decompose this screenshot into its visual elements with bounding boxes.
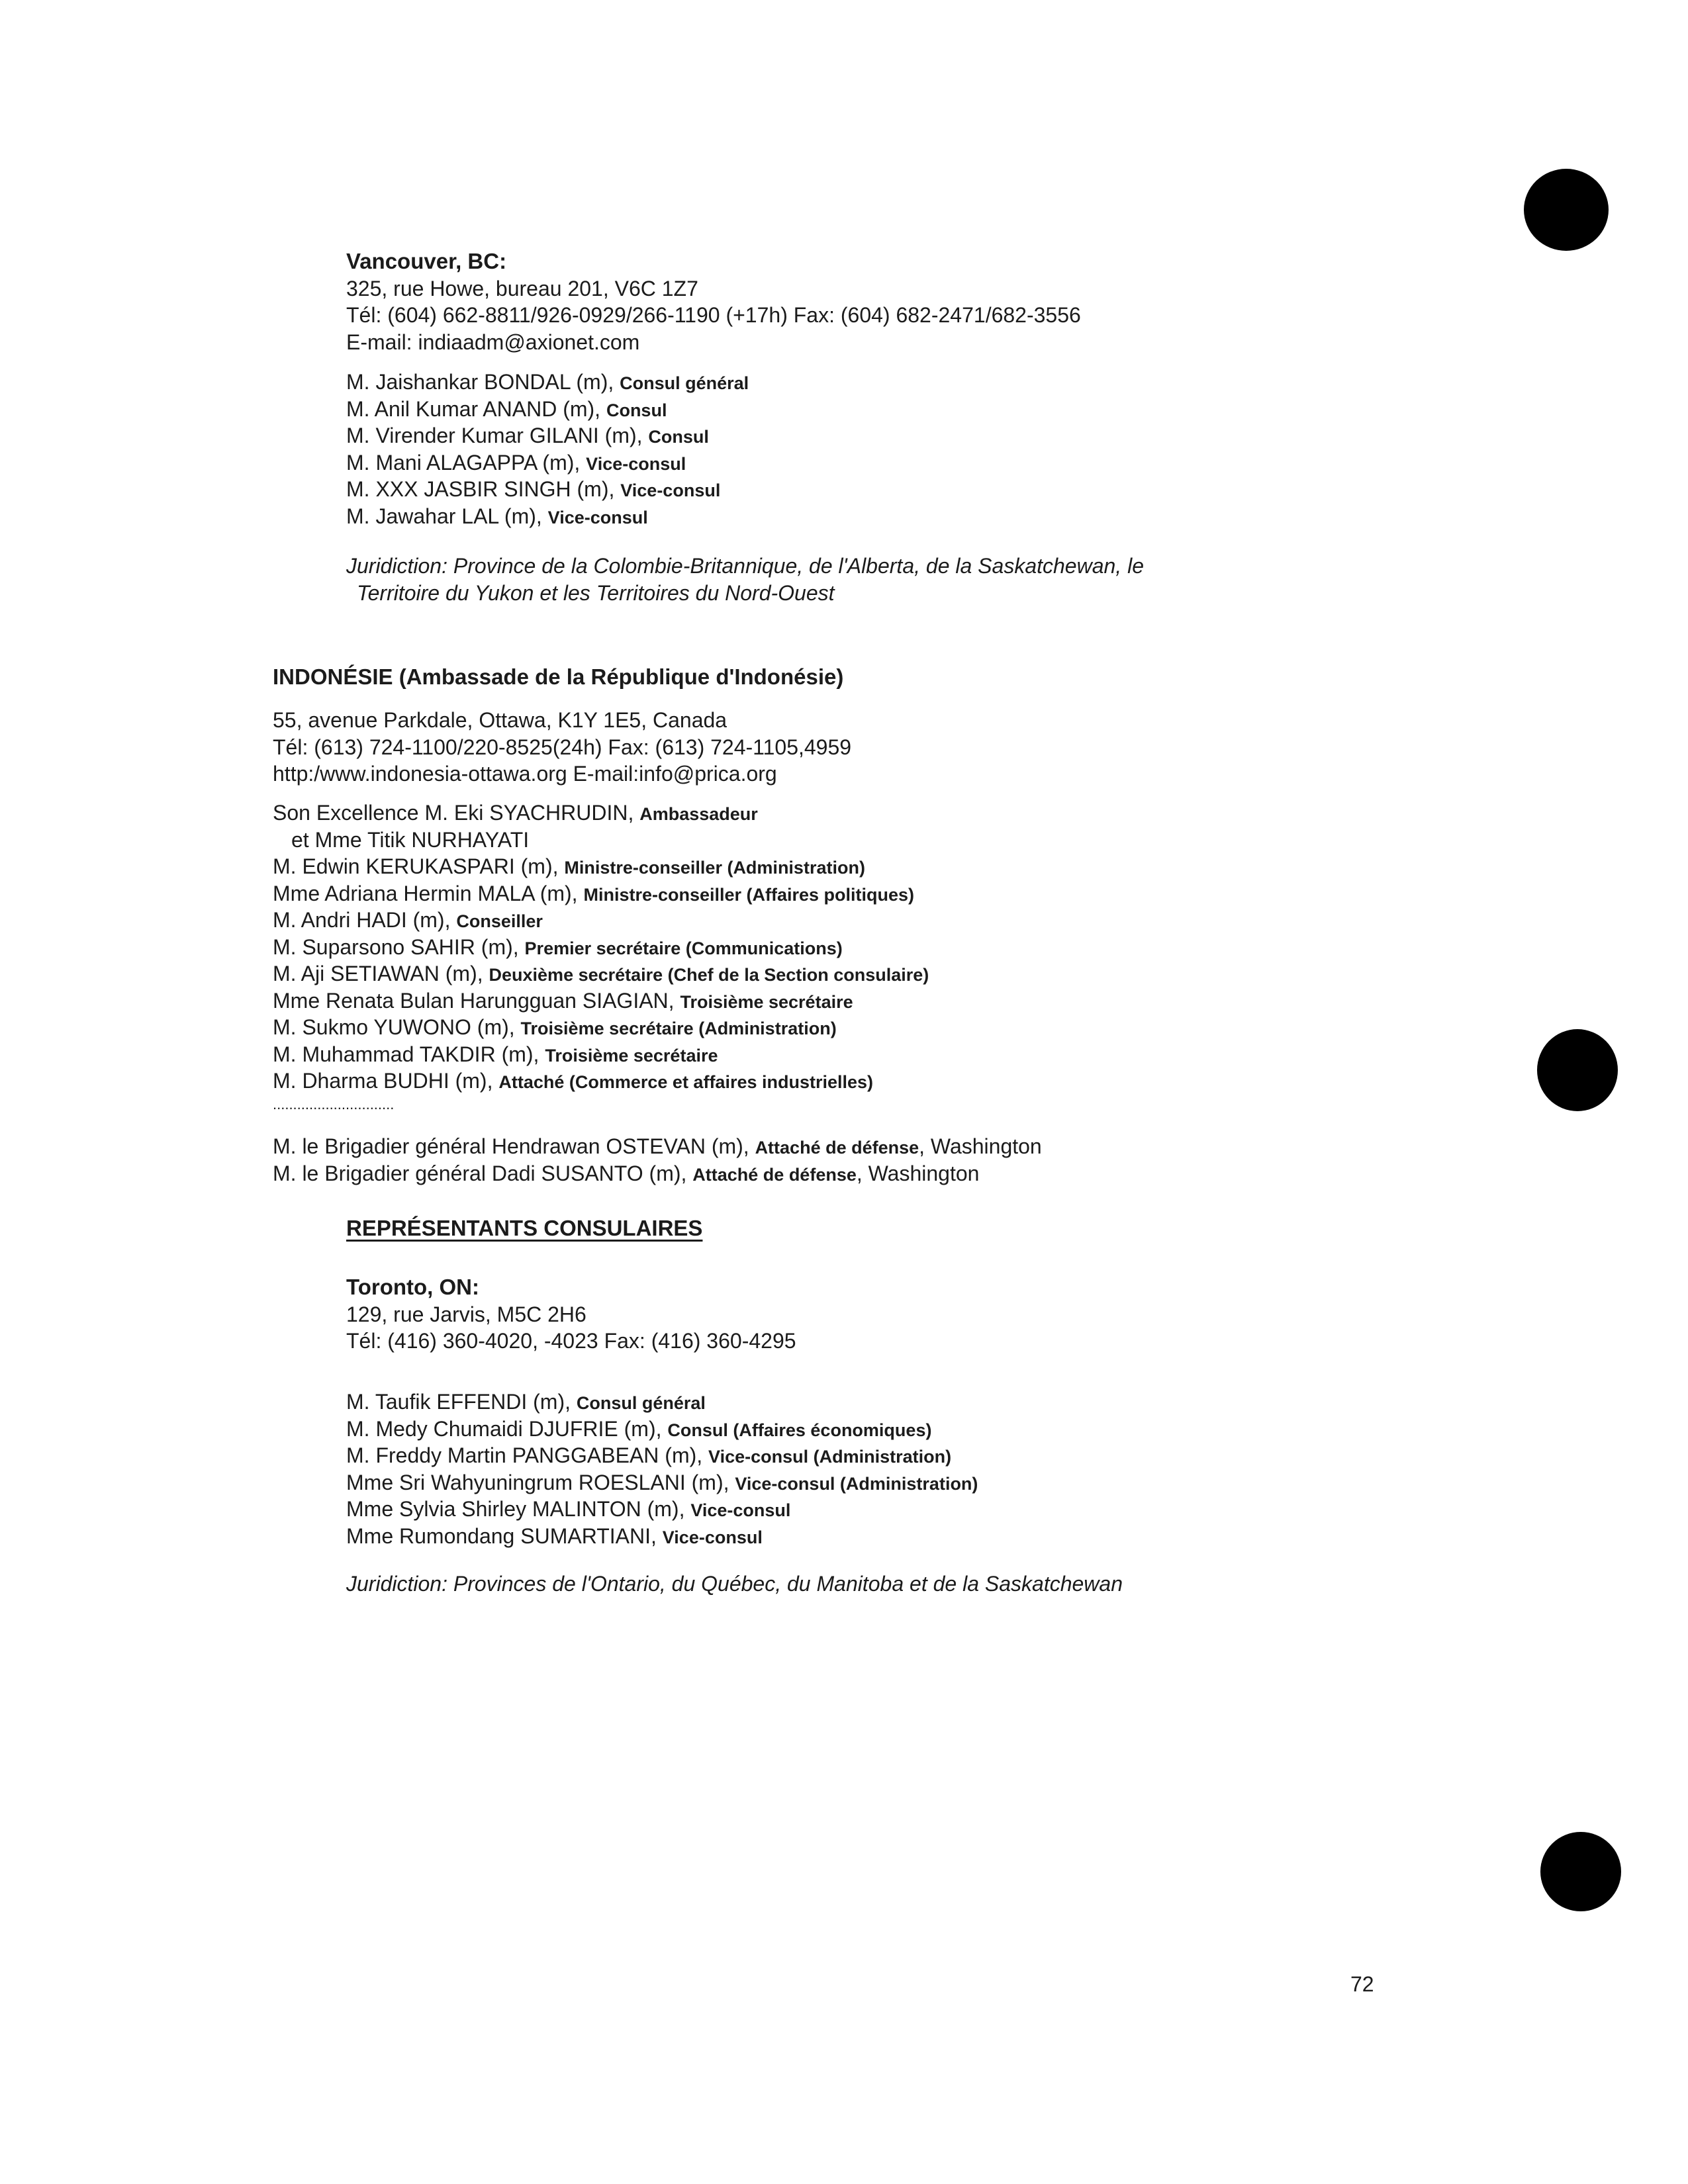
toronto-jurisdiction: Juridiction: Provinces de l'Ontario, du Québec, du Manitoba et de la Saskatchewan [346,1572,1123,1596]
indonesia-address: 55, avenue Parkdale, Ottawa, K1Y 1E5, Canada [273,708,727,732]
indonesia-staff-list [273,799,929,1122]
staff-entry: M. Dharma BUDHI (m), Attaché (Commerce et affaires industrielles) [273,1069,874,1093]
staff-entry: Mme Sylvia Shirley MALINTON (m), Vice-consul [346,1497,791,1521]
staff-entry: M. Anil Kumar ANAND (m), Consul [346,396,667,421]
staff-entry: M. Aji SETIAWAN (m), Deuxième secrétaire (Chef de la Section consulaire) [273,962,929,985]
staff-entry: Mme Rumondang SUMARTIANI, Vice-consul [346,1524,763,1548]
consular-heading: REPRÉSENTANTS CONSULAIRES [346,1216,703,1240]
indonesia-defense-list [273,1133,1042,1187]
page-number: 72 [1350,1972,1374,1996]
staff-entry: M. Suparsono SAHIR (m), Premier secrétaire (Communications) [273,934,843,959]
vancouver-section [346,248,1081,355]
staff-entry: Mme Adriana Hermin MALA (m), Ministre-conseiller (Affaires politiques) [273,881,915,905]
staff-entry: M. Freddy Martin PANGGABEAN (m), Vice-consul (Administration) [346,1443,952,1467]
separator-dots: .............................. [273,1095,395,1113]
ambassador-spouse: et Mme Titik NURHAYATI [291,827,530,852]
jurisdiction-line-1: Juridiction: Province de la Colombie-Britannique, de l'Alberta, de la Saskatchewan, le [346,554,1144,578]
staff-entry: Mme Renata Bulan Harungguan SIAGIAN, Troisième secrétaire [273,988,853,1013]
vancouver-address: 325, rue Howe, bureau 201, V6C 1Z7 [346,276,698,300]
staff-entry: M. Mani ALAGAPPA (m), Vice-consul [346,450,686,475]
vancouver-staff-list [346,369,749,529]
staff-entry: M. Medy Chumaidi DJUFRIE (m), Consul (Affaires économiques) [346,1416,932,1441]
vancouver-jurisdiction [346,553,1144,606]
defense-entry: M. le Brigadier général Dadi SUSANTO (m), Attaché de défense, Washington [273,1161,980,1185]
toronto-staff-list [346,1388,978,1549]
staff-entry: M. Jawahar LAL (m), Vice-consul [346,504,648,528]
staff-entry: Mme Sri Wahyuningrum ROESLANI (m), Vice-consul (Administration) [346,1470,978,1494]
staff-entry: M. Jaishankar BONDAL (m), Consul général [346,370,749,394]
vancouver-title: Vancouver, BC: [346,249,507,273]
jurisdiction-line-2: Territoire du Yukon et les Territoires du Nord-Ouest [357,580,835,605]
punch-hole-top [1524,169,1609,251]
staff-entry: M. Sukmo YUWONO (m), Troisième secrétaire (Administration) [273,1015,837,1039]
toronto-title: Toronto, ON: [346,1275,479,1299]
toronto-phone-fax: Tél: (416) 360-4020, -4023 Fax: (416) 360-4295 [346,1329,796,1353]
staff-entry: M. XXX JASBIR SINGH (m), Vice-consul [346,477,721,501]
toronto-address: 129, rue Jarvis, M5C 2H6 [346,1302,586,1326]
defense-entry: M. le Brigadier général Hendrawan OSTEVAN (m), Attaché de défense, Washington [273,1134,1042,1158]
indonesia-section [273,664,843,691]
indonesia-contact [273,707,851,788]
ambassador-entry: Son Excellence M. Eki SYACHRUDIN, Ambassadeur [273,801,758,825]
indonesia-title: INDONÉSIE (Ambassade de la République d'Indonésie) [273,664,844,689]
punch-hole-middle [1537,1029,1618,1111]
indonesia-web-email: http:/www.indonesia-ottawa.org E-mail:info@prica.org [273,762,777,786]
staff-entry: M. Muhammad TAKDIR (m), Troisième secrétaire [273,1042,718,1066]
staff-entry: M. Andri HADI (m), Conseiller [273,908,543,932]
staff-entry: M. Edwin KERUKASPARI (m), Ministre-conseiller (Administration) [273,854,865,878]
toronto-section [346,1274,796,1355]
staff-entry: M. Virender Kumar GILANI (m), Consul [346,424,709,447]
vancouver-phone-fax: Tél: (604) 662-8811/926-0929/266-1190 (+17h) Fax: (604) 682-2471/682-3556 [346,303,1081,327]
vancouver-email: E-mail: indiaadm@axionet.com [346,330,640,354]
staff-entry: M. Taufik EFFENDI (m), Consul général [346,1390,706,1414]
indonesia-phone-fax: Tél: (613) 724-1100/220-8525(24h) Fax: (613) 724-1105,4959 [273,735,852,759]
punch-hole-bottom [1540,1832,1621,1911]
